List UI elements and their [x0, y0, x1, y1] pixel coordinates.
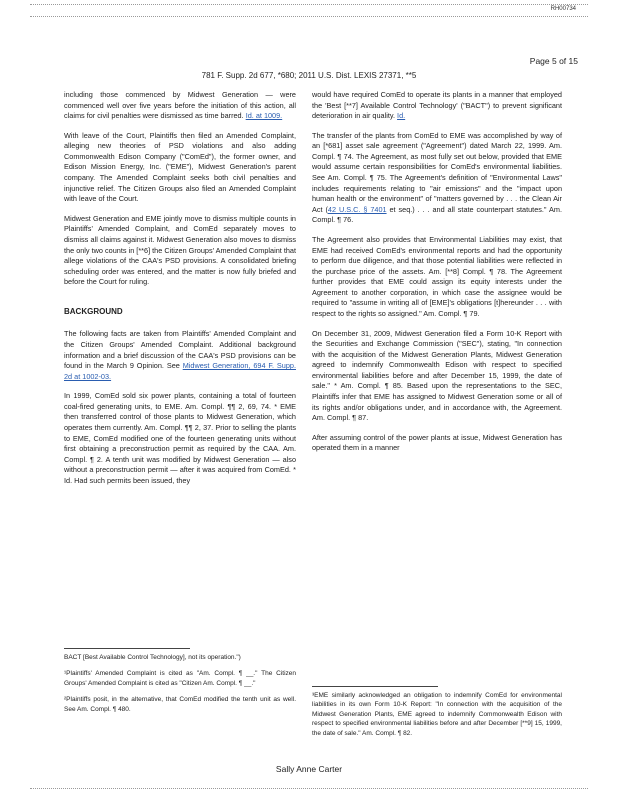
footnote-rule-right: [312, 686, 438, 687]
footnote: ¹Plaintiffs' Amended Complaint is cited as "Am. Compl. ¶ __." The Citizen Groups' Amended Complaint is cited as "Citizen Am. Compl. ¶ __.": [64, 670, 296, 687]
bottom-dotted-border: [30, 788, 588, 789]
footnotes-right: [312, 691, 562, 745]
paragraph: After assuming control of the power plants at issue, Midwest Generation has operated them in a manner: [312, 432, 562, 453]
paragraph-text: including those commenced by Midwest Generation — were commenced well over five years before the initiation of this action, all claims for civil penalties were dismissed as time barred.: [64, 90, 296, 121]
paragraph: With leave of the Court, Plaintiffs then filed an Amended Complaint, alleging new theories of PSD violations and also adding Commonwealth Edison Company ("ComEd"), the former owner, and Edison Mission Energy, Inc. ("EME"), Midwest Generation's parent company. The Amended Complaint seeks both civil penalties and injunctive relief. The Citizen Groups also filed an Amended Complaint with leave of the Court.: [64, 130, 296, 204]
top-dotted-rule: [30, 16, 588, 17]
footnote: BACT [Best Available Control Technology], not its operation."): [64, 654, 241, 661]
paragraph: [312, 90, 562, 122]
section-heading: BACKGROUND: [64, 306, 123, 316]
citation-link[interactable]: Id.: [397, 111, 406, 121]
top-dotted-border: [30, 4, 588, 5]
footnote: ²Plaintiffs posit, in the alternative, that ComEd modified the tenth unit as well. See Am. Compl. ¶ 480.: [64, 696, 296, 713]
right-column: [312, 90, 562, 463]
paragraph: The Agreement also provides that Environmental Liabilities may exist, that EME had received ComEd's environmental reports and had the opportunity to perform due diligence, and that those potential liabilities were reflected in the purchase price of the assets. Am. [**8] Compl. ¶ 78. The Agreement further provides that EME could assign its equity interests under the Agreement to another corporation, in which case the assignee would be required to "assume in writing all of [EME]'s obligations [t]hereunder . . . with respect to the rights so assigned." Am. Compl. ¶ 79.: [312, 234, 562, 318]
citation-link[interactable]: Midwest Generation, 694 F. Supp. 2d at 1002-03.: [64, 361, 296, 381]
paragraph-text: et seq.) . . . and all state counterpart statutes." Am. Compl. ¶ 76.: [312, 204, 563, 225]
paragraph-text: The transfer of the plants from ComEd to EME was accomplished by way of an [*681] asset sale agreement ("Agreement") dated March 22, 1999. Am. Compl. ¶ 74. The Agreement, as most fully set out below, provided that EME would assume certain responsibilities for ComEd's environmental liabilities. See Am. Compl. ¶ 75. The Agreement's definition of "Environmental Laws" includes requirements relating to "air emissions" and the "impact upon human health or the environment" of "matters governed by . . . the Clean Air Act (: [312, 130, 562, 214]
paragraph-text: The following facts are taken from Plaintiffs' Amended Complaint and the Citizen Groups' Amended Complaint. Additional background information and a brief discussion of the CAA's PSD provisions can be found in the March 9 Opinion. See: [64, 329, 296, 371]
footnotes-left: [64, 653, 296, 721]
left-column: [64, 90, 296, 496]
paragraph: [312, 131, 562, 226]
page-number: Page 5 of 15: [529, 56, 578, 66]
bates-number: RH00734: [550, 6, 576, 12]
footer-name: Sally Anne Carter: [275, 764, 343, 774]
footnote-rule-left: [64, 648, 190, 649]
paragraph-text: would have required ComEd to operate its plants in a manner that employed the 'Best [**7] Available Control Technology' ("BACT") to prevent significant deterioration in air quality.: [312, 90, 562, 121]
paragraph: [64, 90, 296, 122]
paragraph: [64, 329, 296, 382]
citation-link[interactable]: Id. at 1009.: [245, 111, 283, 121]
footnote: ³EME similarly acknowledged an obligation to indemnify ComEd for environmental liabilities in its own Form 10-K Report: "In connection with the acquisition of the Midwest Generation Plants, EME agreed to indemnify Commonwealth Edison with respect to specified environmental liabilities before and after December [**9] 15, 1999, the date of sale." Am. Compl. ¶ 82.: [312, 692, 562, 737]
statute-link[interactable]: 42 U.S.C. § 7401: [327, 204, 387, 214]
paragraph: On December 31, 2009, Midwest Generation filed a Form 10-K Report with the Securities and Exchange Commission ("SEC"), stating, "In connection with the acquisition of the Midwest Generation Plants, Midwest Generation agreed to indemnify Commonwealth Edison with respect to specified environmental liabilities before and after December 15, 1999, the date of sale." * Am. Compl. ¶ 85. Based upon the representations to the SEC, Plaintiffs infer that EME has assigned to Midwest Generation some or all of its rights and/or obligations under, and in accordance with, the Agreement. Am. Compl. ¶ 87.: [312, 328, 562, 423]
paragraph: Midwest Generation and EME jointly move to dismiss multiple counts in Plaintiffs' Amended Complaint, and ComEd separately moves to dismiss all claims against it. Midwest Generation also moves to dismiss the only two counts in [**6] the Citizen Groups' Amended Complaint that allege violations of the CAA's PSD provisions. A consolidated briefing scheduling order was entered, and the matter is now fully briefed and before the Court for ruling.: [64, 213, 296, 287]
paragraph: In 1999, ComEd sold six power plants, containing a total of fourteen coal-fired generating units, to EME. Am. Compl. ¶¶ 2, 69, 74. * EME then transferred control of those plants to Midwest Generation, which operates them currently. Am. Compl. ¶¶ 2, 37. Prior to selling the plants to EME, ComEd modified one of the fourteen generating units without first obtaining a preconstruction permit as required by the CAA. Am. Compl. ¶ 2. A tenth unit was modified by Midwest Generation — also without a preconstruction permit — after it was acquired from ComEd. * Id. Had such permits been issued, they: [64, 391, 296, 485]
case-citation: 781 F. Supp. 2d 677, *680; 2011 U.S. Dist. LEXIS 27371, **5: [201, 71, 417, 80]
